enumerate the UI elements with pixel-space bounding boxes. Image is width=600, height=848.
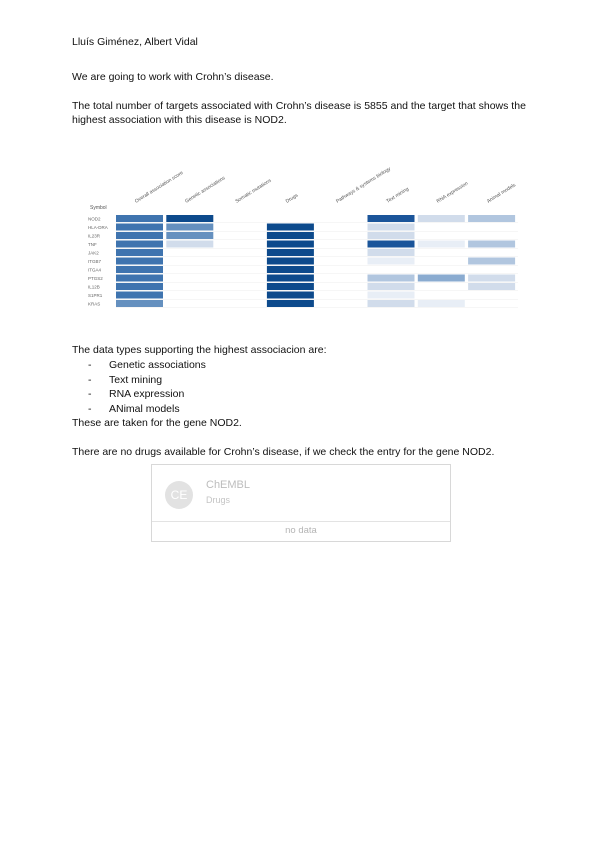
heatmap-column-label: Text mining xyxy=(385,186,411,205)
heatmap-cell[interactable] xyxy=(418,249,465,256)
heatmap-row-label: PTGS2 xyxy=(88,276,103,281)
list-dash: - xyxy=(88,359,92,371)
chembl-avatar: CE xyxy=(165,481,193,509)
heatmap-cells xyxy=(116,215,518,308)
heatmap-cell[interactable] xyxy=(267,224,314,231)
heatmap-column-label: Pathways & systems biology xyxy=(335,166,392,205)
heatmap-cell[interactable] xyxy=(368,275,415,282)
list-item-text: Genetic associations xyxy=(109,359,206,371)
list-item xyxy=(88,387,206,402)
heatmap-cell[interactable] xyxy=(418,215,465,222)
heatmap-cell[interactable] xyxy=(468,258,515,265)
heatmap-cell[interactable] xyxy=(166,258,213,265)
heatmap-cell[interactable] xyxy=(217,275,264,282)
list-item xyxy=(88,402,206,417)
heatmap-cell[interactable] xyxy=(317,283,364,290)
heatmap-row-labels xyxy=(88,217,108,307)
heatmap-cell[interactable] xyxy=(468,224,515,231)
heatmap-cell[interactable] xyxy=(317,258,364,265)
heatmap-symbol-header: Symbol xyxy=(90,205,107,211)
datatypes-list xyxy=(88,358,206,416)
heatmap-cell[interactable] xyxy=(166,283,213,290)
heatmap-cell[interactable] xyxy=(317,266,364,273)
heatmap-cell[interactable] xyxy=(217,215,264,222)
heatmap-cell[interactable] xyxy=(368,292,415,299)
heatmap-cell[interactable] xyxy=(468,275,515,282)
heatmap-cell[interactable] xyxy=(116,300,163,307)
heatmap-cell[interactable] xyxy=(418,224,465,231)
heatmap-cell[interactable] xyxy=(418,241,465,248)
list-item-text: Text mining xyxy=(109,373,163,386)
chembl-section-label: Drugs xyxy=(206,495,231,505)
list-item xyxy=(88,358,206,373)
heatmap-cell[interactable] xyxy=(418,275,465,282)
heatmap-cell[interactable] xyxy=(368,258,415,265)
heatmap-cell[interactable] xyxy=(317,275,364,282)
heatmap-cell[interactable] xyxy=(267,249,314,256)
heatmap-cell[interactable] xyxy=(217,266,264,273)
heatmap-cell[interactable] xyxy=(116,258,163,265)
list-item xyxy=(88,373,206,388)
heatmap-cell[interactable] xyxy=(166,275,213,282)
list-dash: - xyxy=(88,373,92,386)
heatmap-row-label: IL12B xyxy=(88,284,100,290)
drugs-paragraph: There are no drugs available for Crohn’s disease, if we check the entry for the gene NOD2. xyxy=(72,446,495,458)
heatmap-row-label: HLA-DRA xyxy=(88,225,108,230)
heatmap-cell[interactable] xyxy=(418,258,465,265)
heatmap-cell[interactable] xyxy=(217,249,264,256)
heatmap-cell[interactable] xyxy=(217,241,264,248)
targets-paragraph: The total number of targets associated with Crohn’s disease is 5855 and the target that shows the highest association with this disease is NOD2. xyxy=(72,100,526,126)
heatmap-cell[interactable] xyxy=(418,292,465,299)
heatmap-cell[interactable] xyxy=(217,283,264,290)
author-names: Lluís Giménez, Albert Vidal xyxy=(72,36,198,48)
heatmap-cell[interactable] xyxy=(116,275,163,282)
chembl-source-name: ChEMBL xyxy=(206,479,251,491)
no-data-message: no data xyxy=(285,525,317,536)
heatmap-cell[interactable] xyxy=(468,249,515,256)
heatmap-cell[interactable] xyxy=(368,241,415,248)
heatmap-cell[interactable] xyxy=(166,241,213,248)
heatmap-cell[interactable] xyxy=(368,232,415,239)
heatmap-cell[interactable] xyxy=(317,232,364,239)
heatmap-cell[interactable] xyxy=(468,266,515,273)
heatmap-cell[interactable] xyxy=(317,249,364,256)
heatmap-row-label: S1PR1 xyxy=(88,293,103,298)
heatmap-column-label: RNA expression xyxy=(435,180,470,205)
heatmap-cell[interactable] xyxy=(267,258,314,265)
list-item-text: ANimal models xyxy=(109,402,180,415)
heatmap-cell[interactable] xyxy=(267,266,314,273)
heatmap-cell[interactable] xyxy=(468,300,515,307)
heatmap-cell[interactable] xyxy=(418,283,465,290)
heatmap-cell[interactable] xyxy=(267,275,314,282)
heatmap-cell[interactable] xyxy=(116,266,163,273)
heatmap-cell[interactable] xyxy=(468,215,515,222)
heatmap-cell[interactable] xyxy=(166,224,213,231)
heatmap-cell[interactable] xyxy=(418,266,465,273)
heatmap-cell[interactable] xyxy=(317,215,364,222)
heatmap-cell[interactable] xyxy=(217,258,264,265)
heatmap-cell[interactable] xyxy=(267,300,314,307)
heatmap-row-label: JAK2 xyxy=(88,250,99,256)
heatmap-cell[interactable] xyxy=(116,232,163,239)
heatmap-column-labels xyxy=(134,166,518,205)
heatmap-cell[interactable] xyxy=(418,232,465,239)
chembl-drugs-card xyxy=(151,464,451,542)
intro-paragraph: We are going to work with Crohn’s disease. xyxy=(72,71,274,83)
heatmap-cell[interactable] xyxy=(217,292,264,299)
heatmap-cell[interactable] xyxy=(217,300,264,307)
heatmap-cell[interactable] xyxy=(468,283,515,290)
heatmap-cell[interactable] xyxy=(368,224,415,231)
heatmap-cell[interactable] xyxy=(368,266,415,273)
heatmap-row-label: ITGB7 xyxy=(88,259,102,264)
heatmap-cell[interactable] xyxy=(116,292,163,299)
heatmap-cell[interactable] xyxy=(317,292,364,299)
heatmap-column-label: Genetic associations xyxy=(184,175,227,205)
genes-paragraph: These are taken for the gene NOD2. xyxy=(72,417,242,429)
heatmap-cell[interactable] xyxy=(317,224,364,231)
list-dash: - xyxy=(88,402,92,415)
heatmap-cell[interactable] xyxy=(116,215,163,222)
association-heatmap xyxy=(86,140,518,312)
heatmap-cell[interactable] xyxy=(418,300,465,307)
heatmap-column-label: Animal models xyxy=(485,182,517,205)
heatmap-cell[interactable] xyxy=(267,215,314,222)
heatmap-cell[interactable] xyxy=(116,241,163,248)
heatmap-cell[interactable] xyxy=(317,300,364,307)
heatmap-cell[interactable] xyxy=(267,232,314,239)
heatmap-cell[interactable] xyxy=(368,215,415,222)
heatmap-cell[interactable] xyxy=(368,283,415,290)
heatmap-cell[interactable] xyxy=(116,283,163,290)
heatmap-row-label: ITGA4 xyxy=(88,267,102,273)
heatmap-column-label: Somatic mutations xyxy=(234,177,273,205)
heatmap-cell[interactable] xyxy=(468,241,515,248)
heatmap-column-label: Drugs xyxy=(284,192,300,205)
heatmap-row-label: IL23R xyxy=(88,233,101,239)
heatmap-cell[interactable] xyxy=(217,232,264,239)
heatmap-cell[interactable] xyxy=(166,292,213,299)
heatmap-cell[interactable] xyxy=(468,232,515,239)
heatmap-cell[interactable] xyxy=(267,283,314,290)
heatmap-column-label: Overall association score xyxy=(133,170,185,205)
heatmap-cell[interactable] xyxy=(116,224,163,231)
heatmap-cell[interactable] xyxy=(317,241,364,248)
heatmap-cell[interactable] xyxy=(368,249,415,256)
heatmap-cell[interactable] xyxy=(166,300,213,307)
heatmap-cell[interactable] xyxy=(166,232,213,239)
heatmap-cell[interactable] xyxy=(468,292,515,299)
datatypes-intro: The data types supporting the highest associacion are: xyxy=(72,344,327,356)
heatmap-row-label: NOD2 xyxy=(88,216,101,222)
heatmap-row-label: KRAS xyxy=(88,301,101,307)
heatmap-cell[interactable] xyxy=(368,300,415,307)
heatmap-cell[interactable] xyxy=(116,249,163,256)
heatmap-cell[interactable] xyxy=(166,215,213,222)
heatmap-cell[interactable] xyxy=(166,266,213,273)
heatmap-cell[interactable] xyxy=(267,241,314,248)
card-divider xyxy=(152,521,450,522)
heatmap-cell[interactable] xyxy=(267,292,314,299)
heatmap-cell[interactable] xyxy=(166,249,213,256)
heatmap-cell[interactable] xyxy=(217,224,264,231)
heatmap-row-label: TNF xyxy=(88,242,97,247)
list-item-text: RNA expression xyxy=(109,388,185,400)
list-dash: - xyxy=(88,388,92,400)
